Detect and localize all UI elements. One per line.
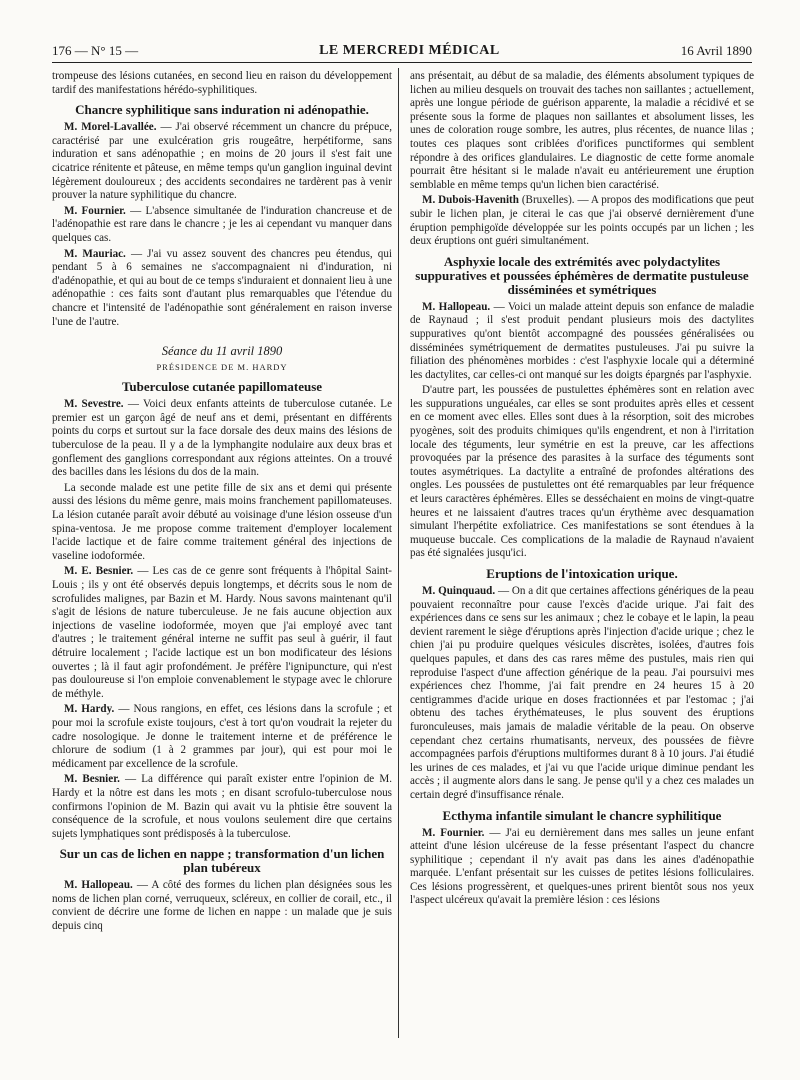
section-heading-chancre: Chancre syphilitique sans induration ni adénopathie.	[75, 102, 369, 118]
speaker-name: M. Quinquaud.	[422, 585, 496, 597]
journal-title: LE MERCREDI MÉDICAL	[319, 43, 500, 58]
paragraph	[52, 703, 392, 771]
page-number: 176 — N° 15 —	[52, 43, 139, 58]
paragraph-text: — On a dit que certaines affections génériques de la peau pouvaient reconnaître pour cause l'excès d'acide urique. J'ai fait des expériences dans ce sens sur les animaux ; chez le cobaye et le lapin, la peau devient rarement le siège d'éruptions après l'injection d'acide urique ; chez le chien j'ai pu produire quelques vésicules discrètes, isolées, d'autres fois quelques papules, et dans des cas rares même des pustules, mais rien qui reproduise l'aspect d'une affection générique de la peau. J'ai poursuivi mes expériences chez l'homme, j'ai fait prendre en 24 heures 15 à 20 centigrammes d'acide urique en doses fractionnées et par l'estomac ; j'ai obtenu des taches érythémateuses, le plus souvent des éruptions furonculeuses, mais jamais de maladie véritable de la peau. On observe cependant chez certains rhumatisants, nerveux, des poussées de fièvre accompagnées parfois d'éruptions multiformes durant 8 à 10 jours. J'ai étudié les urines de ces malades, et j'ai vu que l'acide urique diminue pendant les accès ; il augmente alors dans le sang. Je pense qu'il y a chez ces malades un certain degré d'insuffisance rénale.	[410, 585, 754, 801]
right-column	[410, 70, 754, 910]
paragraph	[410, 194, 754, 248]
paragraph	[410, 585, 754, 803]
paragraph-text: (Bruxelles). — A propos des modifications que peut subir le lichen plan, je citerai le cas que j'ai observé dernièrement d'une éruption pemphigoïde développée sur les points occupés par un lichen ; les deux éruptions ont guéri simultanément.	[410, 194, 755, 248]
paragraph	[52, 248, 392, 330]
speaker-name: M. Morel-Lavallée.	[64, 121, 157, 134]
issue-date: 16 Avril 1890	[680, 43, 752, 58]
presidency-line: PRÉSIDENCE DE M. HARDY	[156, 361, 288, 372]
speaker-name: M. Hallopeau.	[422, 300, 491, 313]
speaker-name: M. Fournier.	[422, 826, 485, 839]
paragraph	[52, 565, 392, 701]
section-heading-asphyxie: Asphyxie locale des extrémités avec polydactylites suppuratives et poussées éphémères de dermatite pustuleuse disséminées et symétriques	[415, 253, 749, 297]
speaker-name: M. E. Besnier.	[64, 565, 134, 578]
left-column	[52, 70, 392, 936]
section-heading-eruptions: Eruptions de l'intoxication urique.	[486, 566, 678, 581]
paragraph-text: — A côté des formes du lichen plan désignées sous les noms de lichen plan corné, verruqueux, scléreux, en collier de corail, etc., il convient de décrire une forme de lichen en nappe : un malade que je suis depuis cinq	[52, 879, 392, 933]
paragraph-text: — J'ai observé récemment un chancre du prépuce, caractérisé par une exulcération gris rougeâtre, herpétiforme, sans induration et sans adénopathie ; en moins de 20 jours il s'est fait une cicatrice rénitente et pâteuse, en même temps qu'un ganglion inguinal devint légèrement douloureux ; des accidents secondaires ne tardèrent pas à venir prouver la nature syphilitique du chancre.	[52, 121, 392, 202]
session-heading: Séance du 11 avril 1890	[161, 344, 283, 359]
paragraph: La seconde malade est une petite fille de six ans et demi qui présente aussi des lésions du même genre, mais moins franchement papillomateuses. La lésion cutanée paraît avoir débuté au voisinage d'une lésion osseuse d'un spina-ventosa. Je me propose comme traitement d'employer localement l'acide lactique et de faire comme traitement général des injections de vaseline iodoformée.	[52, 481, 392, 562]
speaker-name: M. Dubois-Havenith	[422, 194, 519, 207]
column-divider	[398, 68, 399, 1038]
paragraph-text: — L'absence simultanée de l'induration chancreuse et de l'adénopathie est rare dans le chancre ; je les ai cependant vu manquer dans quelques cas.	[52, 204, 393, 244]
intro-paragraph: trompeuse des lésions cutanées, en second lieu en raison du développement tardif des manifestations hérédo-syphilitiques.	[52, 70, 392, 96]
page-header	[52, 40, 752, 62]
speaker-name: M. Hallopeau.	[64, 879, 133, 892]
paragraph	[410, 827, 754, 909]
paragraph	[52, 879, 392, 933]
paragraph-text: — La différence qui paraît exister entre l'opinion de M. Hardy et la nôtre est dans les mots ; en disant scrofulo-tuberculose nous confirmons l'opinion de M. Bazin qui avait vu la phtisie être souvent la conséquence de la scrofule, et nous voulons seulement dire que certains sujets lymphatiques sont prédisposés à la tuberculose.	[52, 773, 392, 840]
section-heading-lichen: Sur un cas de lichen en nappe ; transformation d'un lichen plan tubéreux	[59, 846, 385, 876]
paragraph-text: — Voici deux enfants atteints de tuberculose cutanée. Le premier est un garçon âgé de neuf ans et demi, présentant en différents points du corps et surtout sur la face dorsale des deux mains des lésions de tuberculose de la peau. Il y a de la lymphangite nodulaire aux deux bras et gonflement des ganglions correspondant aux régions atteintes. On a trouvé des bacilles dans les lésions du dos de la main.	[52, 398, 392, 479]
section-heading-tuberculose: Tuberculose cutanée papillomateuse	[121, 379, 323, 395]
paragraph	[52, 398, 392, 480]
paragraph-text: — J'ai vu assez souvent des chancres peu étendus, qui pendant 5 à 6 semaines ne s'accompagnaient ni d'induration, ni d'adénopathie, et qui au bout de ce temps s'induraient et donnaient lieu à une adénopathie : ces faits sont d'autant plus remarquables que l'étendue du chancre et l'intensité de l'adénopathie sont généralement en raison inverse l'une de l'autre.	[52, 247, 392, 328]
speaker-name: M. Besnier.	[64, 773, 120, 786]
paragraph	[410, 301, 754, 383]
paragraph: D'autre part, les poussées de pustulettes éphémères sont en relation avec les suppurations unguéales, car elles se sont produites après elles et cessent en ce moment avec elles. Elles sont dues à la résorption, soit des microbes pyogènes, soit des produits chimiques qu'ils engendrent, et non à l'irritation locale des téguments, leur symétrie en est la preuve, car les affections provoquées par la présence des parasites à la surface des téguments sont toutes asymétriques. La dactylite a entraîné de profondes altérations des ongles. Les poussées de pustulettes ont été remarquables par leur fréquence et leurs caractères éphémères. Elles se desséchaient en moins de vingt-quatre heures et ne laissaient d'autres traces qu'un érythème avec desquamation simulant l'herpétite exfoliatrice. Ces manifestations se sont étendues à la muqueuse buccale. Ces complications de la maladie de Raynaud n'avaient pas été signalées jusqu'ici.	[410, 384, 754, 560]
paragraph-text: — Voici un malade atteint depuis son enfance de maladie de Raynaud ; il s'est produit pendant plusieurs mois des dactylites suppuratives qu'ont bientôt accompagné des poussées généralisées ou disséminées symétriquement de dermatites pustuleuses. J'ai pu suivre la filiation des phénomènes morbides : c'est l'asphyxie locale qui a déterminé les dactylites, car celles-ci ont manqué sur les doigts épargnés par l'asphyxie.	[410, 300, 754, 381]
paragraph: ans présentait, au début de sa maladie, des éléments absolument typiques de lichen au milieu desquels on trouvait des taches non saillantes ; actuellement, après une longue période de guérison apparente, la maladie a récidivé et se présente sous la forme de plaques non saillantes et absolument lisses, les unes de coloration rouge sombre, les autres, plus récentes, de nuance lilas ; toutes ces plaques sont criblées d'orifices punctiformes qui semblent répondre à des orifices glandulaires. Le diagnostic de cette forme anomale pourrait être hésitant si le malade n'avait eu antérieurement une éruption semblable en même temps qu'un lichen bien caractérisé.	[410, 70, 754, 191]
speaker-name: M. Fournier.	[64, 204, 126, 217]
paragraph	[52, 773, 392, 841]
speaker-name: M. Hardy.	[64, 703, 115, 716]
paragraph-text: — Les cas de ce genre sont fréquents à l'hôpital Saint-Louis ; ils y ont été observés depuis longtemps, et décrits sous le nom de scrofulides malignes, par Bazin et M. Hardy. Nous savons maintenant qu'il s'agit de lésions de nature tuberculeuse. Je ne fais aucune objection aux injections de vaseline iodoformée, moyen que j'ai employé avec tant d'autres ; le traitement général interne ne suffit pas seul à guérir, il faut détruire localement ; l'acide lactique est un bon modificateur des lésions ouvertes ; là il faut agir profondément. Je préfère l'ignipuncture, qui n'est pas douloureuse si l'on emploie convenablement le stypage avec le chlorure de méthyle.	[52, 565, 392, 700]
paragraph	[52, 205, 392, 246]
paragraph-text: — Nous rangions, en effet, ces lésions dans la scrofule ; et pour moi la scrofule existe toujours, c'est à tort qu'on voudrait la rejeter du cadre nosologique. Je donne le traitement interne et de préférence le chlorure de sodium (1 à 2 grammes par jour), qui est pour moi le médicament par excellence de la scrofule.	[52, 703, 393, 770]
header-rule	[52, 62, 752, 63]
paragraph-text: — J'ai eu dernièrement dans mes salles un jeune enfant atteint d'une lésion ulcéreuse de la fesse présentant l'aspect du chancre syphilitique ; cependant il n'y avait pas dans les aines d'adénopathie marquée. L'enfant présentait sur les cuisses de petites lésions folliculaires. Ces lésions progressèrent, et quelques-unes prirent bientôt sous nos yeux l'aspect ulcéreux qu'avait la première lésion : ces lésions	[410, 826, 755, 907]
speaker-name: M. Sevestre.	[64, 398, 124, 411]
speaker-name: M. Mauriac.	[64, 247, 126, 260]
section-heading-ecthyma: Ecthyma infantile simulant le chancre syphilitique	[442, 807, 722, 823]
paragraph	[52, 121, 392, 203]
